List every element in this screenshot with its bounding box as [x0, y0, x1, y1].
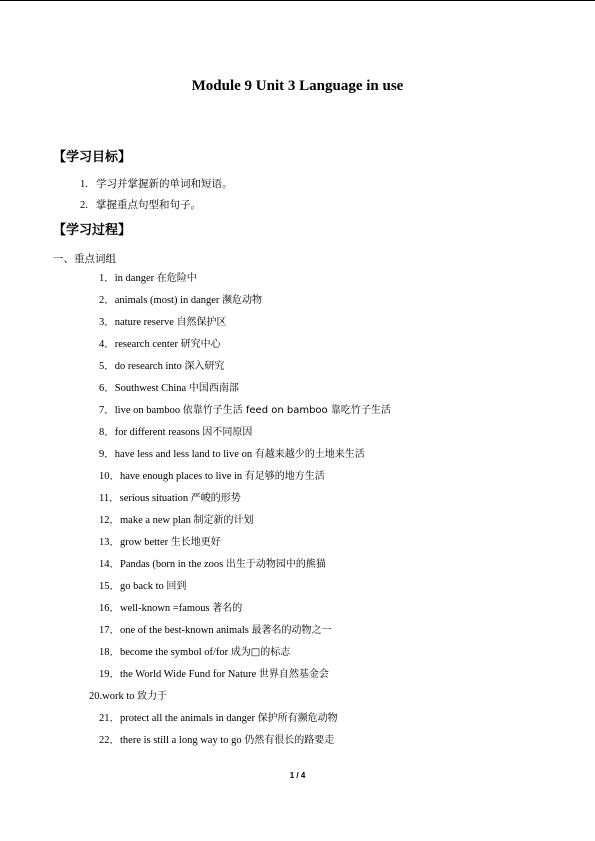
list-item — [99, 623, 391, 645]
list-item — [99, 535, 391, 557]
list-item — [99, 293, 391, 315]
phrase-number: 2． — [99, 295, 115, 306]
phrase-number: 12． — [99, 515, 120, 526]
phrase-number: 5． — [99, 361, 115, 372]
list-item — [99, 315, 391, 337]
phrase-english: make a new plan — [120, 515, 191, 526]
list-item — [99, 667, 391, 689]
phrase-chinese: 自然保护区 — [176, 317, 227, 328]
phrase-chinese: 仍然有很长的路要走 — [244, 735, 335, 746]
list-item — [99, 469, 391, 491]
phrase-number: 4． — [99, 339, 115, 350]
phrase-chinese: 有足够的地方生活 — [244, 471, 325, 482]
list-item — [99, 381, 391, 403]
part-one-heading: 一、重点词组 — [53, 253, 116, 265]
phrase-english: research center — [114, 339, 178, 350]
phrase-chinese: 成为□的标志 — [230, 647, 291, 658]
phrase-chinese: 回到 — [166, 581, 187, 592]
list-item — [89, 689, 391, 711]
goal-number: 1. — [80, 179, 88, 190]
phrase-chinese: 因不同原因 — [202, 427, 253, 438]
phrase-english: one of the best-known animals — [120, 625, 249, 636]
page-number: 1 / 4 — [289, 771, 306, 780]
phrase-number: 6． — [99, 383, 115, 394]
list-item — [99, 337, 391, 359]
list-item — [99, 491, 391, 513]
phrase-english: for different reasons — [114, 427, 200, 438]
phrase-number: 3． — [99, 317, 115, 328]
phrase-english: become the symbol of/for — [120, 647, 229, 658]
phrase-english: grow better — [120, 537, 169, 548]
phrase-chinese: 世界自然基金会 — [258, 669, 329, 680]
phrase-chinese: 保护所有濒危动物 — [257, 713, 338, 724]
phrase-chinese: 严峻的形势 — [190, 493, 241, 504]
phrase-number: 22． — [99, 735, 120, 746]
goal-text: 掌握重点句型和句子。 — [96, 199, 201, 211]
phrase-english: the World Wide Fund for Nature — [120, 669, 257, 680]
phrase-number: 19． — [99, 669, 120, 680]
list-item — [99, 645, 391, 667]
phrase-number: 17． — [99, 625, 120, 636]
phrase-english: have less and less land to live on — [114, 449, 253, 460]
phrase-chinese: 生长地更好 — [170, 537, 221, 548]
list-item — [99, 733, 391, 755]
phrase-chinese: 制定新的计划 — [193, 515, 254, 526]
phrase-english: serious situation — [119, 493, 189, 504]
phrase-number: 20. — [89, 691, 103, 702]
phrase-chinese: 研究中心 — [180, 339, 221, 350]
phrase-chinese: 有越来越少的土地来生活 — [254, 449, 365, 460]
list-item — [99, 447, 391, 469]
phrase-chinese: 依靠竹子生活 feed on bamboo 靠吃竹子生活 — [182, 405, 391, 416]
list-item — [99, 513, 391, 535]
phrase-chinese: 在危险中 — [156, 273, 197, 284]
phrase-english: nature reserve — [114, 317, 174, 328]
goal-item — [80, 197, 201, 212]
goal-text: 学习并掌握新的单词和短语。 — [96, 178, 233, 190]
phrase-chinese: 中国西南部 — [188, 383, 239, 394]
phrase-list — [89, 271, 391, 755]
phrase-chinese: 最著名的动物之一 — [251, 625, 332, 636]
phrase-english: do research into — [114, 361, 182, 372]
phrase-english: Pandas (born in the zoos — [120, 559, 224, 570]
goal-number: 2. — [80, 200, 88, 211]
list-item — [99, 403, 391, 425]
list-item — [99, 601, 391, 623]
page-title: Module 9 Unit 3 Language in use — [191, 78, 404, 94]
phrase-english: work to — [102, 691, 135, 702]
phrase-number: 18． — [99, 647, 120, 658]
list-item — [99, 271, 391, 293]
phrase-chinese: 濒危动物 — [222, 295, 263, 306]
phrase-english: in danger — [114, 273, 155, 284]
phrase-number: 16． — [99, 603, 120, 614]
phrase-number: 7． — [99, 405, 115, 416]
goals-heading: 【学习目标】 — [53, 150, 132, 165]
phrase-number: 10． — [99, 471, 120, 482]
list-item — [99, 711, 391, 733]
phrase-number: 21． — [99, 713, 120, 724]
phrase-number: 13． — [99, 537, 120, 548]
process-heading: 【学习过程】 — [53, 223, 132, 238]
phrase-english: have enough places to live in — [120, 471, 243, 482]
phrase-number: 9． — [99, 449, 115, 460]
list-item — [99, 425, 391, 447]
list-item — [99, 359, 391, 381]
top-rule — [0, 0, 595, 1]
list-item — [99, 579, 391, 601]
phrase-english: well-known =famous — [120, 603, 210, 614]
list-item — [99, 557, 391, 579]
phrase-chinese: 出生于动物园中的熊猫 — [225, 559, 326, 570]
phrase-english: live on bamboo — [114, 405, 181, 416]
phrase-number: 8． — [99, 427, 115, 438]
phrase-chinese: 致力于 — [137, 691, 168, 702]
phrase-english: animals (most) in danger — [114, 295, 220, 306]
phrase-chinese: 著名的 — [212, 603, 243, 614]
phrase-number: 1． — [99, 273, 115, 284]
phrase-number: 11． — [99, 493, 120, 504]
phrase-chinese: 深入研究 — [184, 361, 225, 372]
phrase-number: 15． — [99, 581, 120, 592]
phrase-number: 14． — [99, 559, 120, 570]
phrase-english: there is still a long way to go — [120, 735, 242, 746]
goal-item — [80, 176, 233, 191]
phrase-english: Southwest China — [114, 383, 187, 394]
phrase-english: go back to — [120, 581, 164, 592]
phrase-english: protect all the animals in danger — [120, 713, 255, 724]
